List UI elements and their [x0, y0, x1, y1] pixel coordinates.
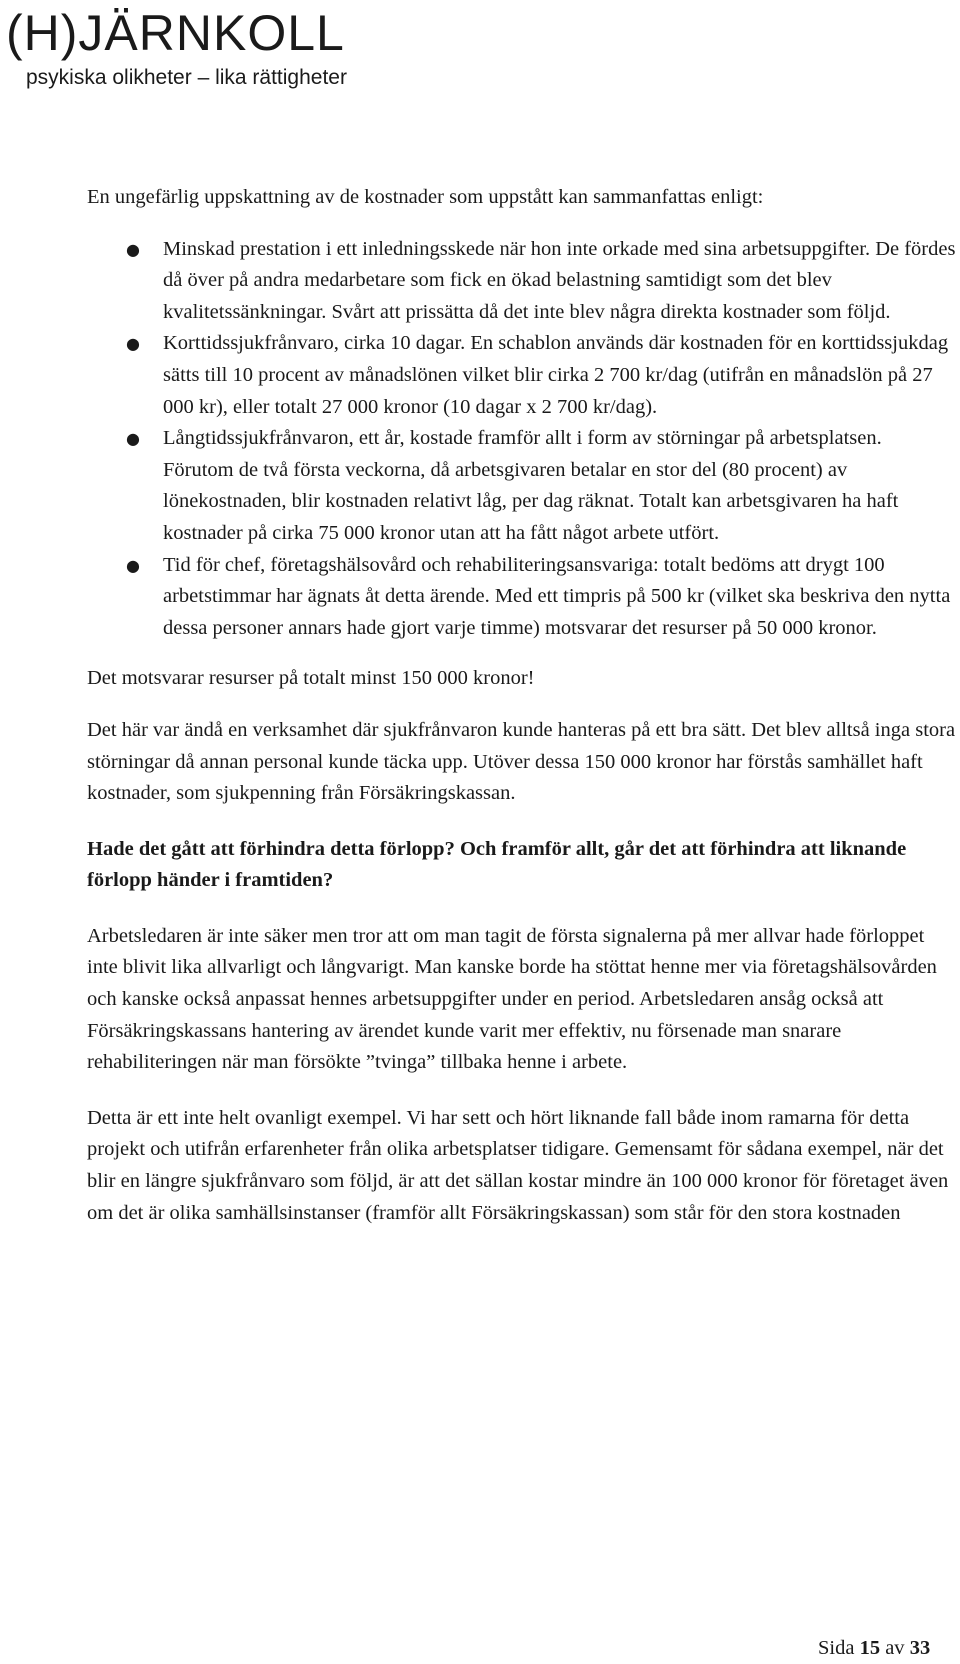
list-item [87, 234, 957, 329]
list-item-text: Tid för chef, företagshälsovård och rehabiliteringsansvariga: totalt bedöms att drygt 100 arbetstimmar har ägnats åt detta ärende. Med ett timpris på 500 kr (vilket ska beskriva den nytta dessa personer annars hade gjort varje timme) motsvarar det resurser på 50 000 kronor. [163, 553, 951, 639]
list-item-text: Korttidssjukfrånvaro, cirka 10 dagar. En schablon används där kostnaden för en korttidssjukdag sätts till 10 procent av månadslönen vilket blir cirka 2 700 kr/dag (utifrån en månadslön på 27 000 kr), eller totalt 27 000 kronor (10 dagar x 2 700 kr/dag). [163, 332, 949, 418]
list-item-text: Minskad prestation i ett inledningsskede när hon inte orkade med sina arbetsuppgifter. De fördes då över på andra medarbetare som fick en ökad belastning samtidigt som det blev kvalitetssänkningar. Svårt att prissätta då det inte blev några direkta kostnader som följd. [163, 237, 956, 323]
cost-list [87, 234, 957, 645]
page-label: Sida [818, 1637, 855, 1659]
bullet-icon: ● [126, 334, 140, 354]
bullet-icon: ● [126, 555, 140, 575]
logo-tagline: psykiska olikheter – lika rättigheter [26, 66, 347, 89]
paragraph-1: Det här var ändå en verksamhet där sjukfrånvaron kunde hanteras på ett bra sätt. Det blev alltså inga stora störningar då annan personal kunde täcka upp. Utöver dessa 150 000 kronor har förstås samhället haft kostnader, som sjukpenning från Försäkringskassan. [87, 718, 956, 805]
bullet-icon: ● [126, 239, 140, 259]
paragraph-3: Detta är ett inte helt ovanligt exempel. Vi har sett och hört liknande fall både inom ramarna för detta projekt och utifrån erfarenheter från olika arbetsplatser tidigare. Gemensamt för sådana exempel, när det blir en längre sjukfrånvaro som följd, är att det sällan kostar mindre än 100 000 kronor för företaget även om det är olika samhällsinstanser (framför allt Försäkringskassan) som står för den stora kostnaden [87, 1106, 949, 1224]
list-item [87, 423, 957, 549]
bullet-icon: ● [126, 429, 140, 449]
page-number: 15 [859, 1637, 881, 1659]
header-logo [6, 6, 347, 90]
list-item [87, 328, 957, 423]
logo-wordmark: (H)JÄRNKOLL [6, 5, 345, 61]
document-body [87, 182, 957, 1253]
section-heading: Hade det gått att förhindra detta förlopp? Och framför allt, går det att förhindra att liknande förlopp händer i framtiden? [87, 837, 907, 892]
list-item-text: Långtidssjukfrånvaron, ett år, kostade framför allt i form av störningar på arbetsplatsen. Förutom de två första veckorna, då arbetsgivaren betalar en stor del (80 procent) av lönekostnaden, blir kostnaden relativt låg, per dag räknat. Totalt kan arbetsgivaren ha haft kostnader på cirka 75 000 kronor utan att ha fått något arbete utfört. [163, 427, 899, 544]
of-label: av [885, 1637, 905, 1659]
list-item [87, 550, 957, 645]
total-paragraph: Det motsvarar resurser på totalt minst 150 000 kronor! [87, 667, 535, 690]
paragraph-2: Arbetsledaren är inte säker men tror att om man tagit de första signalerna på mer allvar hade förloppet inte blivit lika allvarligt och långvarigt. Man kanske borde ha stöttat henne mer via företagshälsovården och kanske också anpassat hennes arbetsuppgifter under en period. Arbetsledaren ansåg också att Försäkringskassans hantering av ärendet kunde varit mer effektiv, nu försenade man snarare rehabiliteringen när man försökte ”tvinga” tillbaka henne i arbete. [87, 924, 937, 1074]
intro-paragraph: En ungefärlig uppskattning av de kostnader som uppstått kan sammanfattas enligt: [87, 186, 764, 208]
total-pages: 33 [909, 1637, 931, 1659]
page-footer [818, 1636, 930, 1660]
